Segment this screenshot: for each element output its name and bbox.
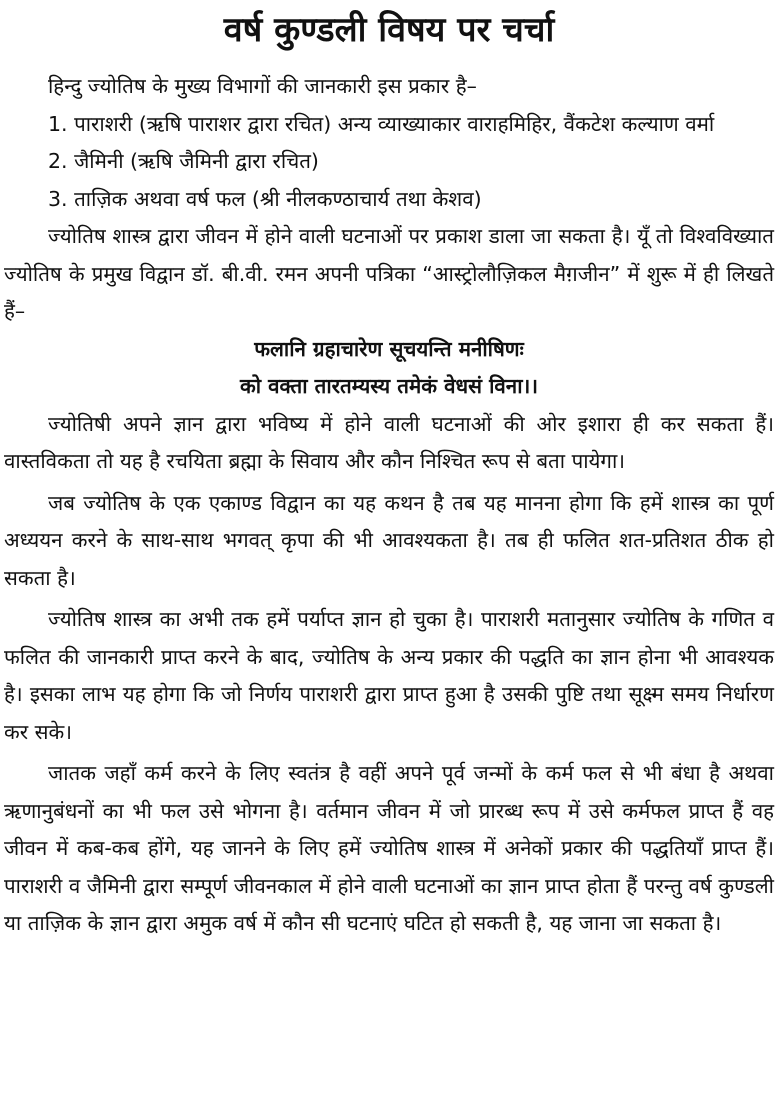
paragraph-5: जातक जहाँ कर्म करने के लिए स्वतंत्र है वहीं अपने पूर्व जन्मों के कर्म फल से भी बंधा है अथवा ऋणानुबंधनों का भी फल उसे भोगना है। वर्तमान जीवन में जो प्रारब्ध रूप में उसे कर्मफल प्राप्त हैं वह जीवन में कब-कब होंगे, यह जानने के लिए हमें ज्योतिष शास्त्र में अनेकों प्रकार की पद्धतियाँ प्राप्त हैं। पाराशरी व जैमिनी द्वारा सम्पूर्ण जीवनकाल में होने वाली घटनाओं का ज्ञान प्राप्त होता हैं परन्तु वर्ष कुण्डली या ताज़िक के ज्ञान द्वारा अमुक वर्ष में कौन सी घटनाएं घटित हो सकती है, यह जाना जा सकता है। xyxy=(4,761,774,935)
verse-line-2: को वक्ता तारतम्यस्य तमेकं वेधसं विना।। xyxy=(239,374,539,398)
paragraph-3: जब ज्योतिष के एक एकाण्ड विद्वान का यह कथन है तब यह मानना होगा कि हमें शास्त्र का पूर्ण अध्ययन करने के साथ-साथ भगवत् कृपा की भी आवश्यकता है। तब ही फलित शत-प्रतिशत ठीक हो सकता है। xyxy=(4,490,774,590)
paragraph-1: ज्योतिष शास्त्र द्वारा जीवन में होने वाली घटनाओं पर प्रकाश डाला जा सकता है। यूँ तो विश्वविख्यात ज्योतिष के प्रमुख विद्वान डॉ. बी.वी. रमन अपनी पत्रिका “आस्ट्रोलौज़िकल मैग़जीन” में शुरू में ही लिखते हैं– xyxy=(4,224,774,323)
verse-line-1: फलानि ग्रहाचारेण सूचयन्ति मनीषिणः xyxy=(254,336,524,361)
list-item-1: 1. पाराशरी (ऋषि पाराशर द्वारा रचित) अन्य व्याख्याकार वाराहमिहिर, वैंकटेश कल्याण वर्मा xyxy=(48,111,715,136)
paragraph-2: ज्योतिषी अपने ज्ञान द्वारा भविष्य में होने वाली घटनाओं की ओर इशारा ही कर सकता हैं। वास्तविकता तो यह है रचयिता ब्रह्मा के सिवाय और कौन निश्चित रूप से बता पायेगा। xyxy=(4,411,774,473)
intro-paragraph: हिन्दु ज्योतिष के मुख्य विभागों की जानकारी इस प्रकार है– xyxy=(48,74,477,98)
page-title: वर्ष कुण्डली विषय पर चर्चा xyxy=(223,10,555,50)
list-item-2: 2. जैमिनी (ऋषि जैमिनी द्वारा रचित) xyxy=(48,149,319,173)
paragraph-4: ज्योतिष शास्त्र का अभी तक हमें पर्याप्त ज्ञान हो चुका है। पाराशरी मतानुसार ज्योतिष के गणित व फलित की जानकारी प्राप्त करने के बाद, ज्योतिष के अन्य प्रकार की पद्धति का ज्ञान होना भी आवश्यक है। इसका लाभ यह होगा कि जो निर्णय पाराशरी द्वारा प्राप्त हुआ है उसकी पुष्टि तथा सूक्ष्म समय निर्धारण कर सके। xyxy=(4,607,774,744)
list-item-3: 3. ताज़िक अथवा वर्ष फल (श्री नीलकण्ठाचार्य तथा केशव) xyxy=(48,186,482,211)
